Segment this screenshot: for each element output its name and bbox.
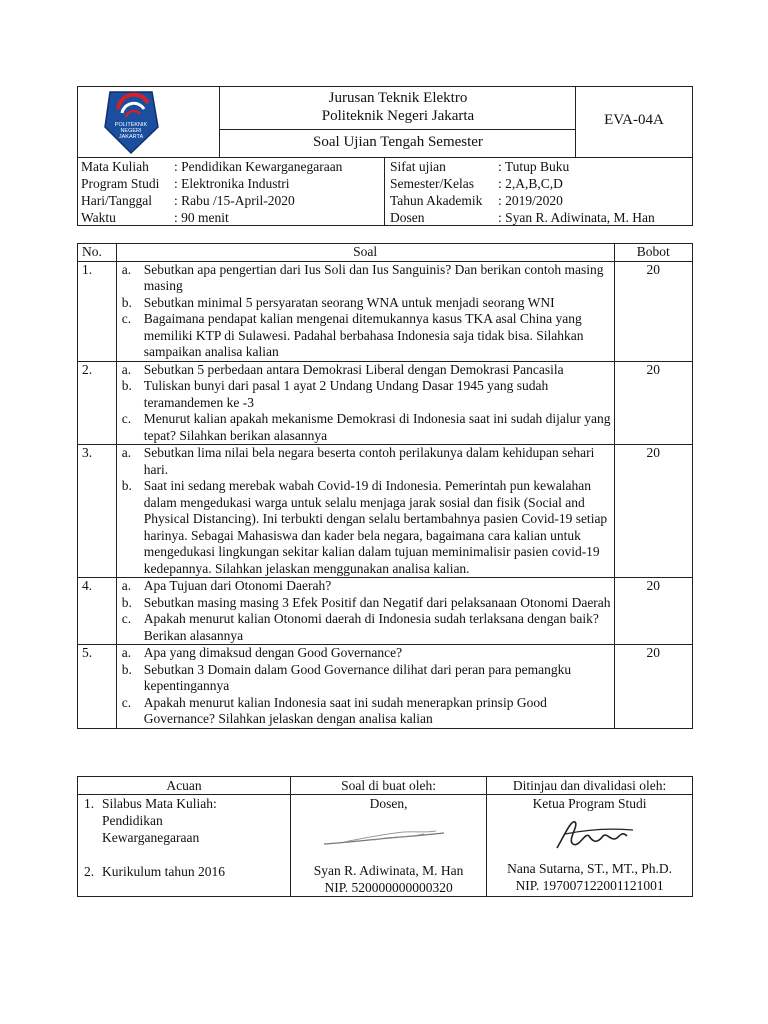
info-label: Mata Kuliah: [81, 159, 149, 174]
document-code: EVA-04A: [604, 112, 664, 128]
info-value: : Syan R. Adiwinata, M. Han: [498, 210, 655, 225]
list-item: [117, 411, 614, 444]
item-text: Sebutkan 5 perbedaan antara Demokrasi Liberal dengan Demokrasi Pancasila: [143, 361, 564, 377]
item-text: Apakah menurut kalian Indonesia saat ini sudah menerapkan prinsip Good Governance? Silahkan jelaskan dengan analisa kalian: [143, 694, 547, 726]
info-date: [81, 192, 381, 209]
info-semester: [390, 175, 692, 192]
question-body: [116, 645, 614, 729]
item-letter: a.: [121, 445, 132, 460]
question-number: 2.: [78, 361, 117, 445]
header-soal: Soal: [116, 244, 614, 262]
info-label: Sifat ujian: [390, 159, 446, 174]
table-row: [78, 261, 693, 361]
item-letter: c.: [121, 411, 132, 426]
reference-1: [78, 795, 290, 846]
info-program: [81, 175, 381, 192]
exam-header: [77, 86, 693, 226]
question-weight: 20: [614, 445, 692, 578]
item-text: Sebutkan masing masing 3 Efek Positif dan Negatif dari pelaksanaan Otonomi Daerah: [143, 594, 611, 610]
list-item: [117, 695, 614, 728]
item-letter: a.: [121, 578, 132, 593]
course-info-left: [81, 158, 381, 226]
item-text: Sebutkan 3 Domain dalam Good Governance dilihat dari peran para pemangku kepentingannya: [143, 661, 572, 693]
reviewer-cell: [487, 795, 693, 897]
header-reviewer: Ditinjau dan divalidasi oleh:: [487, 777, 693, 795]
reviewer-nip: NIP. 197007122001121001: [515, 878, 664, 893]
pnj-logo: [78, 87, 220, 157]
question-number: 1.: [78, 261, 117, 361]
info-academic-year: [390, 192, 692, 209]
item-text: Menurut kalian apakah mekanisme Demokrasi di Indonesia saat ini sudah dijalur yang tepat? Silahkan berikan alasannya: [143, 411, 611, 443]
exam-title: Soal Ujian Tengah Semester: [313, 134, 483, 150]
author-signature: [314, 818, 464, 858]
reviewer-name: Nana Sutarna, ST., MT., Ph.D.: [507, 861, 672, 876]
info-label: Tahun Akademik: [390, 193, 483, 208]
item-letter: b.: [121, 378, 132, 393]
table-row: [78, 578, 693, 645]
question-body: [116, 361, 614, 445]
item-letter: b.: [121, 594, 132, 610]
info-exam-type: [390, 158, 692, 175]
institution-name: Politeknik Negeri Jakarta: [321, 108, 475, 124]
header-acuan: Acuan: [78, 777, 291, 795]
item-text: Sebutkan lima nilai bela negara beserta contoh perilakunya dalam kehidupan sehari hari.: [143, 445, 595, 477]
item-text: Apa yang dimaksud dengan Good Governance?: [143, 645, 403, 660]
reference-text: Kurikulum tahun 2016: [102, 864, 225, 879]
table-row: [78, 361, 693, 445]
reference-text: Pendidikan: [102, 813, 163, 828]
list-item: [117, 378, 614, 411]
code-cell: [576, 87, 692, 157]
questions-table: [77, 243, 693, 729]
approval-header-row: [78, 777, 693, 795]
reference-2: [78, 863, 290, 880]
item-letter: a.: [121, 645, 132, 660]
references-cell: [78, 795, 291, 897]
approval-body-row: [78, 795, 693, 897]
item-letter: b.: [121, 661, 132, 677]
question-body: [116, 578, 614, 645]
item-text: Tuliskan bunyi dari pasal 1 ayat 2 Undang Undang Dasar 1945 yang sudah teramandemen ke -3: [143, 378, 549, 410]
item-letter: b.: [121, 478, 132, 493]
reference-text: Kewarganegaraan: [102, 830, 200, 845]
title-cell: [220, 87, 576, 157]
question-number: 5.: [78, 645, 117, 729]
info-label: Waktu: [81, 210, 116, 225]
item-text: Saat ini sedang merebak wabah Covid-19 di Indonesia. Pemerintah pun kewalahan dalam mengedukasi warga untuk selalu menjaga jarak sosial dan fisik (Social and Physical Distancing). Ini terbukti dengan selalu bertambahnya pasien Covid-19 setiap harinya. Sebagai Mahasiswa dan kader bela negara, bagaimana cara kalian untuk mengedukasi lingkungan sekitar kalian dalam tujuan meminimalisir pasien covid-19 kedepannya. Silahkan jelaskan menggunakan analisa kalian.: [143, 478, 608, 576]
author-name: Syan R. Adiwinata, M. Han: [313, 863, 464, 878]
info-value: : 90 menit: [174, 210, 229, 225]
item-text: Sebutkan minimal 5 persyaratan seorang WNA untuk menjadi seorang WNI: [143, 294, 555, 310]
info-duration: [81, 209, 381, 226]
item-text: Apa Tujuan dari Otonomi Daerah?: [143, 578, 332, 593]
question-body: [116, 445, 614, 578]
table-row: [78, 645, 693, 729]
item-letter: a.: [121, 261, 132, 277]
header-author: Soal di buat oleh:: [291, 777, 487, 795]
logo-text-line1: POLITEKNIK: [114, 122, 148, 128]
question-body: [116, 261, 614, 361]
reference-text: Silabus Mata Kuliah:: [102, 796, 217, 811]
info-label: Dosen: [390, 210, 425, 225]
list-item: [117, 362, 614, 379]
list-item: [117, 445, 614, 478]
info-label: Semester/Kelas: [390, 176, 474, 191]
item-text: Bagaimana pendapat kalian mengenai ditemukannya kasus TKA asal China yang memiliki KTP di Sulawesi. Padahal berbahasa Indonesia saja tidak bisa. Silahkan sampaikan analisa kalian: [143, 311, 584, 359]
info-lecturer: [390, 209, 692, 226]
author-role: Dosen,: [369, 796, 408, 811]
table-header-row: [78, 244, 693, 262]
approval-table: [77, 776, 693, 897]
list-item: [117, 662, 614, 695]
question-weight: 20: [614, 645, 692, 729]
question-weight: 20: [614, 261, 692, 361]
header-bobot: Bobot: [614, 244, 692, 262]
info-value: : Rabu /15-April-2020: [174, 193, 295, 208]
question-number: 3.: [78, 445, 117, 578]
question-weight: 20: [614, 361, 692, 445]
item-text: Sebutkan apa pengertian dari Ius Soli dan Ius Sanguinis? Dan berikan contoh masing masing: [143, 261, 604, 293]
logo-text-line3: JAKARTA: [118, 134, 144, 140]
author-nip: NIP. 520000000000320: [324, 880, 453, 895]
item-letter: c.: [121, 611, 132, 626]
reviewer-role: Ketua Program Studi: [532, 796, 647, 811]
logo-text-line2: NEGERI: [120, 128, 142, 134]
author-cell: [291, 795, 487, 897]
course-info-right: [390, 158, 692, 226]
item-letter: c.: [121, 311, 132, 326]
item-letter: c.: [121, 694, 132, 710]
item-letter: a.: [121, 361, 132, 377]
info-value: : 2019/2020: [498, 193, 563, 208]
info-value: : 2,A,B,C,D: [498, 176, 563, 191]
list-item: [117, 295, 614, 312]
list-item: [117, 478, 614, 577]
info-value: : Pendidikan Kewarganegaraan: [174, 159, 343, 174]
info-label: Program Studi: [81, 176, 160, 191]
title-divider: [220, 129, 576, 130]
logo-cell: [78, 87, 220, 157]
info-course: [81, 158, 381, 175]
department-name: Jurusan Teknik Elektro: [328, 90, 468, 106]
question-number: 4.: [78, 578, 117, 645]
list-item: [117, 611, 614, 644]
info-label: Hari/Tanggal: [81, 193, 153, 208]
reviewer-signature: [515, 814, 665, 858]
list-item: [117, 645, 614, 662]
reference-number: 1.: [84, 796, 95, 811]
reference-number: 2.: [84, 864, 95, 879]
table-row: [78, 445, 693, 578]
question-weight: 20: [614, 578, 692, 645]
info-value: : Tutup Buku: [498, 159, 570, 174]
list-item: [117, 262, 614, 295]
list-item: [117, 595, 614, 612]
info-value: : Elektronika Industri: [174, 176, 290, 191]
list-item: [117, 578, 614, 595]
header-no: No.: [78, 244, 117, 262]
info-column-divider: [384, 157, 385, 225]
item-text: Apakah menurut kalian Otonomi daerah di Indonesia sudah terlaksana dengan baik? Berikan alasannya: [143, 611, 599, 643]
item-letter: b.: [121, 294, 132, 310]
list-item: [117, 311, 614, 361]
